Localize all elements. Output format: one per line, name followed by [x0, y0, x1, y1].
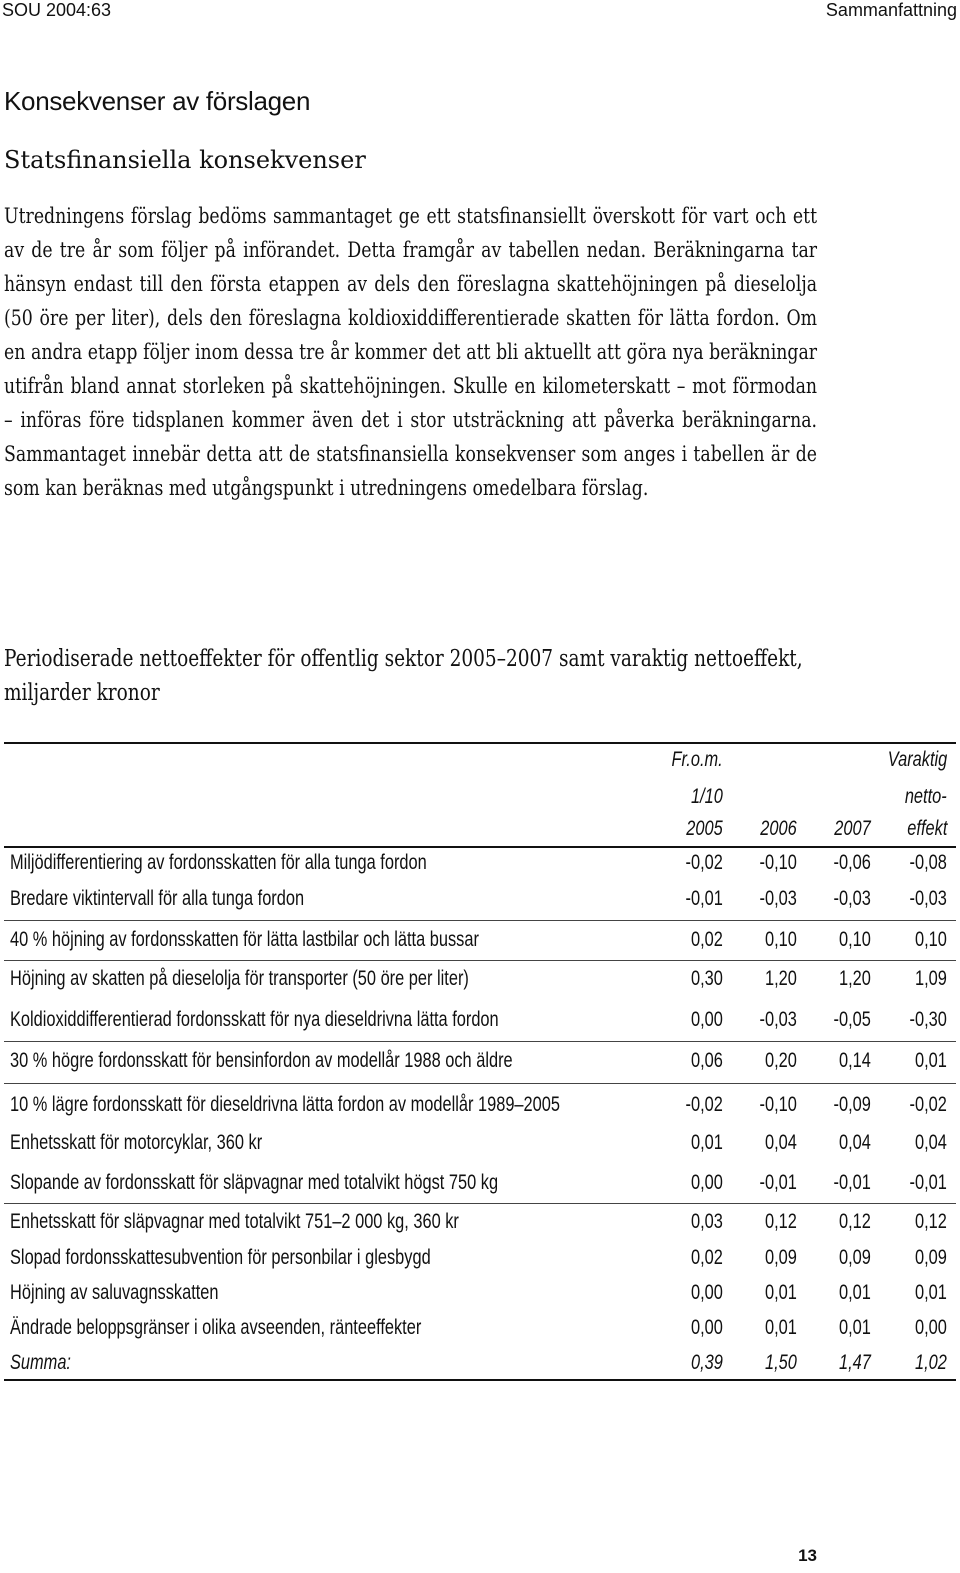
- table-cell: 1,20: [839, 967, 871, 990]
- row-label: Slopad fordonsskattesubvention för personbilar i glesbygd: [10, 1246, 431, 1269]
- table-cell: 0,01: [839, 1281, 871, 1304]
- table-cell: 0,00: [691, 1316, 723, 1339]
- table-cell: 0,12: [765, 1210, 797, 1233]
- table-cell: 0,10: [765, 928, 797, 951]
- table-cell: -0,01: [909, 1171, 947, 1194]
- table-rule: [4, 960, 956, 961]
- table-cell: -0,03: [833, 887, 871, 910]
- table-cell: 0,00: [915, 1316, 947, 1339]
- table-cell: -0,02: [685, 851, 723, 874]
- table-cell: 0,01: [691, 1131, 723, 1154]
- section-title: Konsekvenser av förslagen: [4, 86, 311, 116]
- column-header: 1/10: [691, 785, 723, 808]
- table-cell: -0,08: [909, 851, 947, 874]
- table-rule: [4, 1041, 956, 1042]
- table-cell: 0,00: [691, 1171, 723, 1194]
- table-cell: -0,01: [759, 1171, 797, 1194]
- table-caption: Periodiserade nettoeffekter för offentlig sektor 2005–2007 samt varaktig nettoeffekt, miljarder kronor: [4, 646, 803, 706]
- table-cell: 0,04: [765, 1131, 797, 1154]
- table-cell: 0,01: [765, 1316, 797, 1339]
- row-label: Enhetsskatt för motorcyklar, 360 kr: [10, 1131, 263, 1154]
- table-cell: 1,09: [915, 967, 947, 990]
- page-number: 13: [798, 1546, 817, 1565]
- table-cell: 0,12: [839, 1210, 871, 1233]
- row-label: Höjning av saluvagnsskatten: [10, 1281, 219, 1304]
- row-label: 30 % högre fordonsskatt för bensinfordon av modellår 1988 och äldre: [10, 1049, 513, 1072]
- row-label: 40 % höjning av fordonsskatten för lätta lastbilar och lätta bussar: [10, 928, 479, 951]
- table-rule: [4, 1083, 956, 1084]
- total-cell: 0,39: [691, 1351, 723, 1374]
- table-cell: 0,00: [691, 1281, 723, 1304]
- row-label: 10 % lägre fordonsskatt för dieseldrivna lätta fordon av modellår 1989–2005: [10, 1093, 560, 1116]
- table-rule: [4, 1203, 956, 1204]
- row-label: Slopande av fordonsskatt för släpvagnar med totalvikt högst 750 kg: [10, 1171, 499, 1194]
- table-cell: 0,12: [915, 1210, 947, 1233]
- table-cell: 0,01: [915, 1049, 947, 1072]
- column-header: Fr.o.m.: [671, 748, 723, 771]
- table-cell: -0,02: [685, 1093, 723, 1116]
- table-cell: -0,30: [909, 1008, 947, 1031]
- table-cell: 1,20: [765, 967, 797, 990]
- table-cell: 0,03: [691, 1210, 723, 1233]
- column-header: 2005: [686, 817, 723, 840]
- table-cell: 0,14: [839, 1049, 871, 1072]
- table-rule-bold: [4, 846, 956, 848]
- table-cell: 0,06: [691, 1049, 723, 1072]
- table-top-rule: [4, 742, 956, 744]
- column-header: 2007: [834, 817, 871, 840]
- table-cell: -0,10: [759, 1093, 797, 1116]
- row-label: Höjning av skatten på dieselolja för transporter (50 öre per liter): [10, 967, 469, 990]
- table-cell: 0,02: [691, 928, 723, 951]
- table-cell: -0,09: [833, 1093, 871, 1116]
- table-cell: -0,03: [759, 1008, 797, 1031]
- table-cell: 0,09: [839, 1246, 871, 1269]
- row-label: Koldioxiddifferentierad fordonsskatt för nya dieseldrivna lätta fordon: [10, 1008, 499, 1031]
- row-label: Miljödifferentiering av fordonsskatten för alla tunga fordon: [10, 851, 427, 874]
- table-cell: -0,06: [833, 851, 871, 874]
- total-label: Summa:: [10, 1351, 71, 1374]
- table-rule-bold: [4, 1379, 956, 1381]
- row-label: Ändrade beloppsgränser i olika avseenden, ränteeffekter: [10, 1316, 422, 1339]
- table-cell: -0,02: [909, 1093, 947, 1116]
- table-rule: [4, 920, 956, 921]
- table-cell: 0,30: [691, 967, 723, 990]
- table-cell: -0,03: [759, 887, 797, 910]
- column-header: netto-: [905, 785, 947, 808]
- column-header: Varaktig: [887, 748, 947, 771]
- table-cell: 0,10: [915, 928, 947, 951]
- table-cell: -0,05: [833, 1008, 871, 1031]
- table-cell: 0,04: [915, 1131, 947, 1154]
- table-cell: 0,10: [839, 928, 871, 951]
- subsection-title: Statsfinansiella konsekvenser: [4, 146, 366, 174]
- column-header: 2006: [760, 817, 797, 840]
- table-cell: 0,01: [915, 1281, 947, 1304]
- table-cell: 0,09: [915, 1246, 947, 1269]
- row-label: Bredare viktintervall för alla tunga fordon: [10, 887, 305, 910]
- table-cell: 0,01: [839, 1316, 871, 1339]
- table-cell: 0,04: [839, 1131, 871, 1154]
- table-cell: -0,01: [685, 887, 723, 910]
- total-cell: 1,02: [915, 1351, 947, 1374]
- total-cell: 1,47: [839, 1351, 871, 1374]
- table-cell: 0,09: [765, 1246, 797, 1269]
- table-cell: 0,20: [765, 1049, 797, 1072]
- total-cell: 1,50: [765, 1351, 797, 1374]
- table-cell: 0,01: [765, 1281, 797, 1304]
- row-label: Enhetsskatt för släpvagnar med totalvikt 751–2 000 kg, 360 kr: [10, 1210, 459, 1233]
- table-cell: 0,00: [691, 1008, 723, 1031]
- body-paragraph: Utredningens förslag bedöms sammantaget ge ett statsfinansiellt överskott för vart och ett av de tre år som följer på införandet. Detta framgår av tabellen nedan. Beräkningarna tar hänsyn endast till den första etappen av dels den föreslagna skattehöjningen på dieselolja (50 öre per liter), dels den föreslagna koldioxiddifferentierade skatten för lätta fordon. Om en andra etapp följer inom dessa tre år kommer det att bli aktuellt att göra nya beräkningar utifrån bland annat storleken på skattehöjningen. Skulle en kilometerskatt – mot förmodan – införas före tidsplanen kommer även det i stor utsträckning att påverka beräkningarna. Sammantaget innebär detta att de statsfinansiella konsekvenser som anges i tabellen är de som kan beräknas med utgångspunkt i utredningens omedelbara förslag.: [4, 204, 818, 501]
- table-cell: -0,10: [759, 851, 797, 874]
- table-cell: -0,01: [833, 1171, 871, 1194]
- table-cell: 0,02: [691, 1246, 723, 1269]
- running-header-left: SOU 2004:63: [2, 0, 112, 20]
- table-cell: -0,03: [909, 887, 947, 910]
- running-header-right: Sammanfattning: [825, 0, 957, 20]
- column-header: effekt: [906, 817, 947, 840]
